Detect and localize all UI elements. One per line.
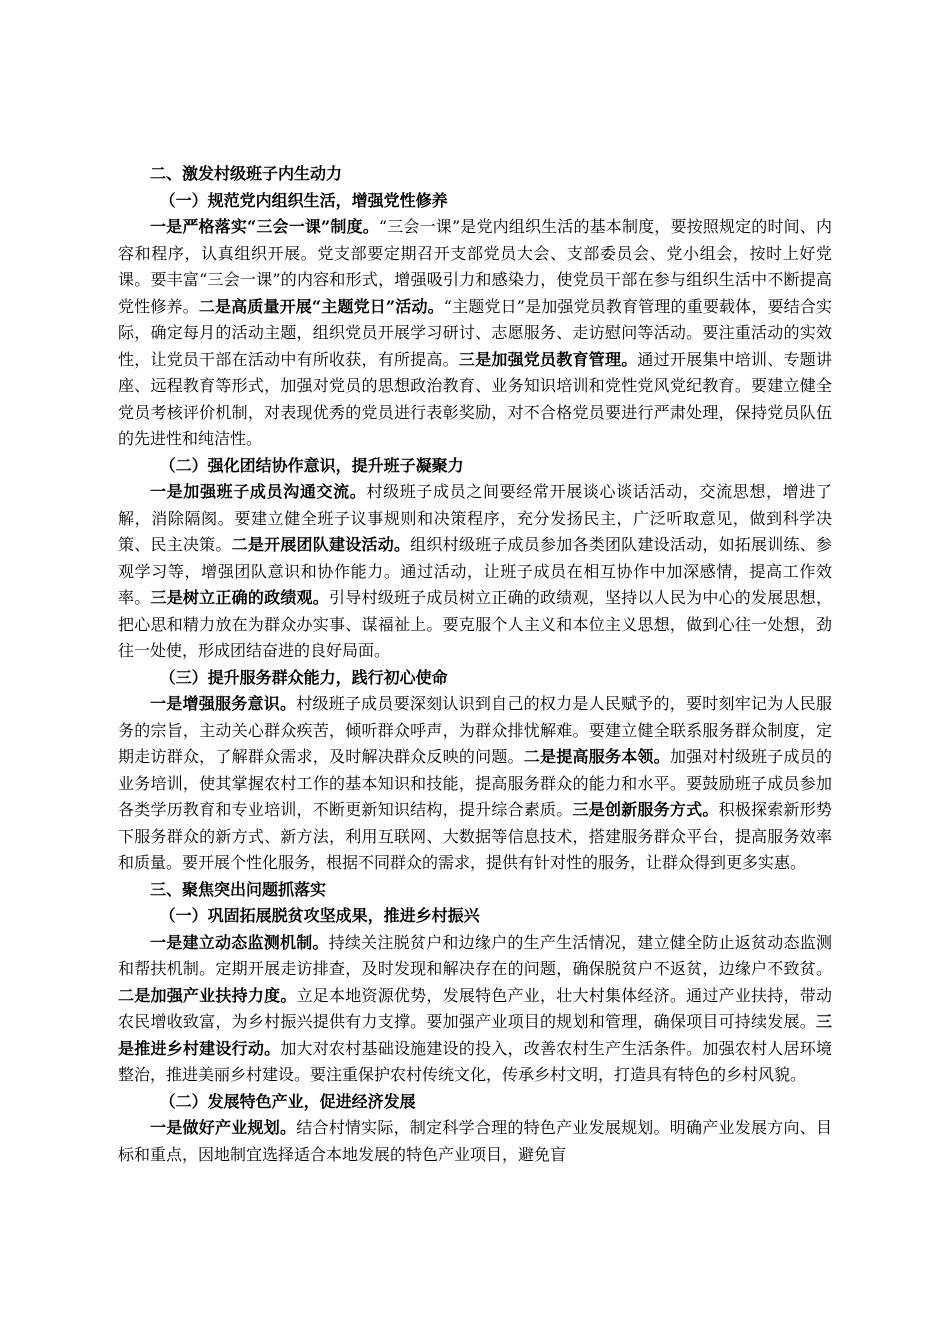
paragraph-text: 立足本地资源优势，发展特色产业，壮大村集体经济。通过产业扶持，带动农民增收致富，为乡村振兴提供有力支撑。要加强产业项目的规划和管理，确保项目可持续发展。 (118, 985, 832, 1031)
paragraph-text: 持续关注脱贫户和边缘户的生产生活情况，建立健全防止返贫动态监测和帮扶机制。定期开展走访排查，及时发现和解决存在的问题，确保脱贫户不返贫，边缘户不致贫。 (118, 932, 832, 978)
paragraph-text: “主题党日”是加强党员教育管理的重要载体，要结合实际，确定每月的活动主题，组织党员开展学习研讨、志愿服务、走访慰问等活动。要注重活动的实效性，让党员干部在活动中有所收获，有所提高。 (118, 296, 832, 369)
paragraph-text: 结合村情实际，制定科学合理的特色产业发展规划。明确产业发展方向、目标和重点，因地制宜选择适合本地发展的特色产业项目，避免盲 (118, 1118, 832, 1164)
subsection-heading: （一）规范党内组织生活，增强党性修养 (159, 190, 448, 210)
subsection-heading: （一）巩固拓展脱贫攻坚成果，推进乡村振兴 (159, 906, 480, 925)
subsection-heading: （二）发展特色产业，促进经济发展 (159, 1091, 416, 1111)
body-paragraph (118, 1115, 832, 1168)
section-heading: 三、聚焦突出问题抓落实 (150, 879, 327, 899)
paragraph-text: 通过开展集中培训、专题讲座、远程教育等形式，加强对党员的思想政治教育、业务知识培训和党性党风党纪教育。要建立健全党员考核评价机制，对表现优秀的党员进行表彰奖励，对不合格党员要进行严肃处理，保持党员队伍的先进性和纯洁性。 (118, 349, 832, 448)
subsection-heading: （二）强化团结协作意识，提升班子凝聚力 (159, 455, 464, 475)
section-heading: 二、激发村级班子内生动力 (150, 164, 343, 183)
bold-lead: 二是提高服务本领。 (523, 747, 670, 766)
bold-lead: 二是加强产业扶持力度。 (118, 985, 297, 1005)
paragraph-text: 加强对村级班子成员的业务培训，使其掌握农村工作的基本知识和技能，提高服务群众的能力和水平。要鼓励班子成员参加各类学历教育和专业培训，不断更新知识结构，提升综合素质。 (118, 747, 832, 819)
body-paragraph (118, 691, 832, 877)
document-page (118, 161, 832, 1168)
paragraph-text: 加大对农村基础设施建设的投入，改善农村生产生活条件。加强农村人居环境整治，推进美丽乡村建设。要注重保护农村传统文化，传承乡村文明，打造具有特色的乡村风貌。 (118, 1038, 832, 1084)
body-paragraph (118, 930, 832, 1089)
body-paragraph (118, 479, 832, 665)
paragraph-text: 村级班子成员之间要经常开展谈心谈话活动，交流思想，增进了解，消除隔阂。要建立健全班子议事规则和决策程序，充分发扬民主，广泛听取意见，做到科学决策、民主决策。 (118, 482, 832, 554)
paragraph-text: “三会一课”是党内组织生活的基本制度，要按照规定的时间、内容和程序，认真组织开展。党支部要定期召开支部党员大会、支部委员会、党小组会，按时上好党课。要丰富“三会一课”的内容和形式，增强吸引力和感染力，使党员干部在参与组织生活中不断提高党性修养。 (118, 217, 832, 316)
bold-lead: 二是开展团队建设活动。 (231, 535, 411, 554)
body-paragraph (118, 214, 832, 453)
bold-lead: 三是创新服务方式。 (572, 800, 719, 819)
bold-lead: 三是树立正确的政绩观。 (150, 588, 330, 607)
bold-lead: 一是做好产业规划。 (150, 1118, 297, 1137)
paragraph-text: 引导村级班子成员树立正确的政绩观，坚持以人民为中心的发展思想，把心思和精力放在为群众办实事、谋福祉上。要克服个人主义和本位主义思想，做到心往一处想，劲往一处使，形成团结奋进的良好局面。 (118, 588, 832, 660)
bold-lead: 三是推进乡村建设行动。 (118, 1012, 832, 1058)
paragraph-text: 积极探索新形势下服务群众的新方式、新方法，利用互联网、大数据等信息技术，搭建服务群众平台，提高服务效率和质量。要开展个性化服务，根据不同群众的需求，提供有针对性的服务，让群众得到更多实惠。 (118, 800, 832, 872)
bold-lead: 一是加强班子成员沟通交流。 (150, 482, 367, 501)
bold-lead: 三是加强党员教育管理。 (458, 349, 638, 369)
bold-lead: 一是建立动态监测机制。 (150, 932, 329, 952)
paragraph-text: 村级班子成员要深刻认识到自己的权力是人民赋予的，要时刻牢记为人民服务的宗旨，主动关心群众疾苦，倾听群众呼声，为群众排忧解难。要建立健全联系服务群众制度，定期走访群众，了解群众需求，及时解决群众反映的问题。 (118, 694, 832, 766)
bold-lead: 一是严格落实“三会一课”制度。 (150, 217, 379, 236)
paragraph-text: 组织村级班子成员参加各类团队建设活动，如拓展训练、参观学习等，增强团队意识和协作能力。通过活动，让班子成员在相互协作中加深感情，提高工作效率。 (118, 535, 832, 607)
subsection-heading: （三）提升服务群众能力，践行初心使命 (159, 667, 448, 687)
bold-lead: 一是增强服务意识。 (150, 694, 297, 713)
bold-lead: 二是高质量开展“主题党日”活动。 (198, 296, 444, 316)
